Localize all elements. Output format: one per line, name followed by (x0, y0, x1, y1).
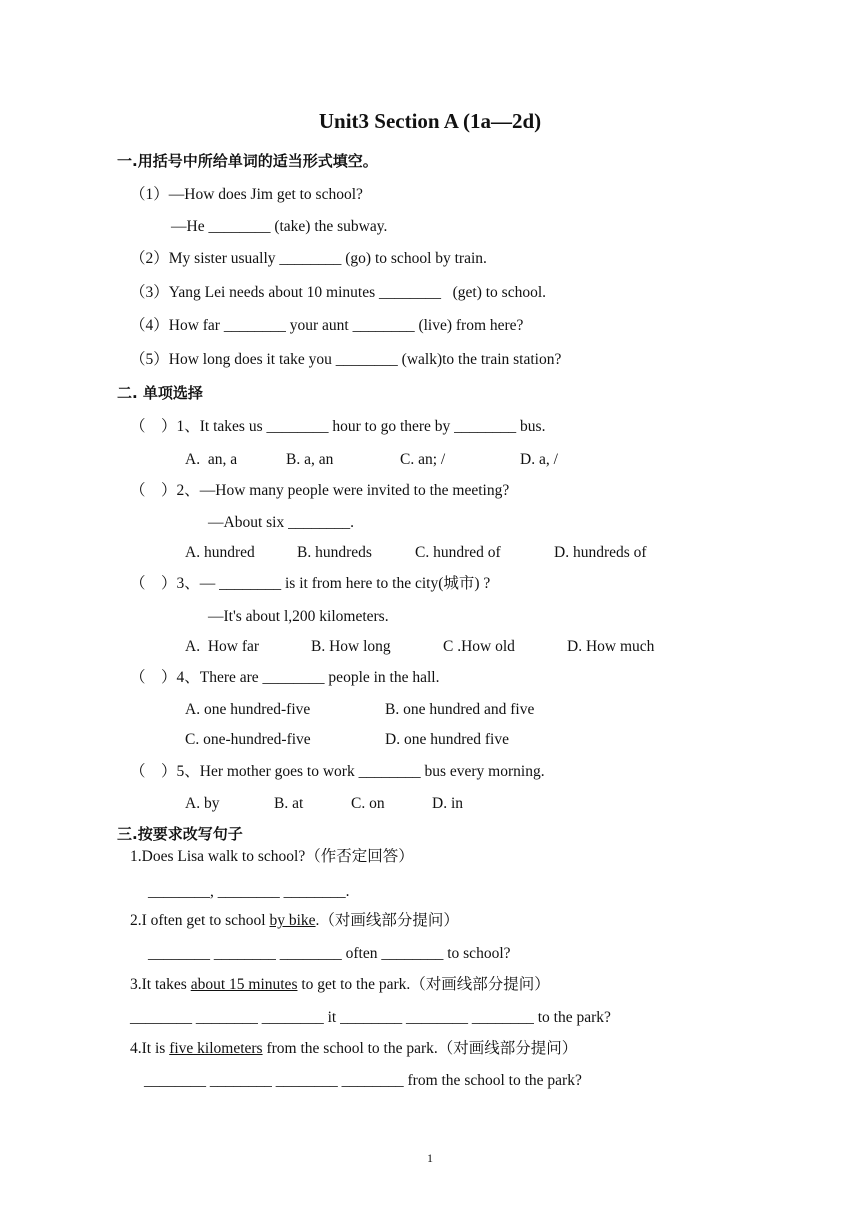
mc-q5-option-d: D. in (432, 795, 463, 812)
mc-q2-option-a: A. hundred (185, 544, 255, 561)
mc-q5-option-c: C. on (351, 795, 385, 812)
mc-question-4: （ ）4、There are ________ people in the hall. (130, 669, 440, 686)
mc-question-3-reply: —It's about l,200 kilometers. (208, 608, 389, 625)
section3-heading: 三.按要求改写句子 (117, 825, 243, 843)
rewrite-item-4 (130, 1039, 577, 1059)
rewrite-item-4-text: 4.It is (130, 1040, 170, 1057)
mc-q3-option-c: C .How old (443, 638, 515, 655)
page-number: 1 (427, 1151, 433, 1165)
mc-q1-option-b: B. a, an (286, 451, 334, 468)
fill-in-item-2: （2）My sister usually ________ (go) to school by train. (130, 250, 487, 267)
fill-in-item-5: （5）How long does it take you ________ (walk)to the train station? (130, 351, 562, 368)
mc-q4-option-d: D. one hundred five (385, 731, 509, 748)
mc-question-5: （ ）5、Her mother goes to work ________ bus every morning. (130, 763, 545, 780)
mc-question-1: （ ）1、It takes us ________ hour to go there by ________ bus. (130, 418, 546, 435)
rewrite-item-2-underlined: by bike (269, 912, 316, 929)
mc-q3-option-b: B. How long (311, 638, 391, 655)
rewrite-item-2-answer: ________ ________ ________ often ________ to school? (148, 945, 511, 962)
mc-q3-option-a: A. How far (185, 638, 260, 655)
section2-heading: 二. 单项选择 (117, 384, 203, 402)
rewrite-item-3-answer: ________ ________ ________ it ________ ________ ________ to the park? (130, 1009, 611, 1026)
mc-question-2-reply: —About six ________. (208, 514, 354, 531)
rewrite-item-2 (130, 911, 459, 931)
mc-q4-option-a: A. one hundred-five (185, 701, 311, 718)
mc-question-2: （ ）2、—How many people were invited to the meeting? (130, 482, 510, 499)
rewrite-item-1: 1.Does Lisa walk to school?（作否定回答） (130, 848, 414, 865)
mc-q2-option-b: B. hundreds (297, 544, 372, 561)
fill-in-item-3: （3）Yang Lei needs about 10 minutes ________ (get) to school. (130, 284, 547, 301)
fill-in-item-4: （4）How far ________ your aunt ________ (live) from here? (130, 317, 524, 334)
rewrite-item-2-instruction: .（对画线部分提问） (315, 912, 459, 929)
mc-question-3: （ ）3、— ________ is it from here to the city(城市) ? (130, 575, 491, 592)
mc-q2-option-d: D. hundreds of (554, 544, 647, 561)
mc-q1-option-d: D. a, / (520, 451, 558, 468)
rewrite-item-2-text: 2.I often get to school (130, 912, 270, 929)
mc-q5-option-a: A. by (185, 795, 220, 812)
fill-in-item-1-reply: —He ________ (take) the subway. (171, 218, 388, 235)
mc-q2-option-c: C. hundred of (415, 544, 501, 561)
rewrite-item-3-underlined: about 15 minutes (190, 976, 298, 993)
rewrite-item-3-text: 3.It takes (130, 976, 191, 993)
mc-q4-option-c: C. one-hundred-five (185, 731, 311, 748)
mc-q1-option-a: A. an, a (185, 451, 238, 468)
mc-q3-option-d: D. How much (567, 638, 655, 655)
rewrite-item-4-answer: ________ ________ ________ ________ from the school to the park? (144, 1072, 582, 1089)
rewrite-item-3-instruction: to get to the park.（对画线部分提问） (297, 976, 550, 993)
page-title: Unit3 Section A (1a—2d) (318, 109, 542, 133)
rewrite-item-3 (130, 975, 550, 995)
mc-q1-option-c: C. an; / (400, 451, 446, 468)
rewrite-item-4-instruction: from the school to the park.（对画线部分提问） (262, 1040, 578, 1057)
mc-q5-option-b: B. at (274, 795, 304, 812)
rewrite-item-1-answer: ________, ________ ________. (148, 883, 350, 900)
mc-q4-option-b: B. one hundred and five (385, 701, 535, 718)
fill-in-item-1: （1）—How does Jim get to school? (130, 186, 363, 203)
rewrite-item-4-underlined: five kilometers (169, 1040, 263, 1057)
section1-heading: 一.用括号中所给单词的适当形式填空。 (117, 152, 378, 170)
